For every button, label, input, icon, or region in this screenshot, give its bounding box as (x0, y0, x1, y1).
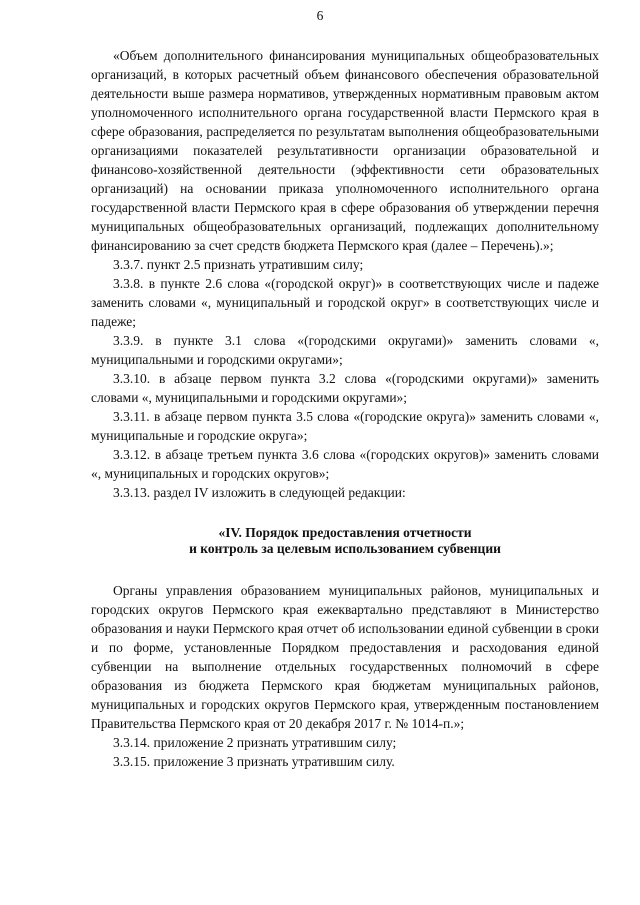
paragraph-3-3-7: 3.3.7. пункт 2.5 признать утратившим силу; (113, 257, 364, 272)
paragraph-3-3-15: 3.3.15. приложение 3 признать утратившим силу. (113, 754, 395, 769)
page-number: 6 (316, 8, 324, 23)
paragraph-3-3-14: 3.3.14. приложение 2 признать утратившим силу; (113, 735, 397, 750)
paragraph-3-3-10: 3.3.10. в абзаце первом пункта 3.2 слова «(городскими округами)» заменить словами «, муниципальными и городскими округами»; (91, 371, 599, 405)
paragraph-3-3-13: 3.3.13. раздел IV изложить в следующей редакции: (113, 485, 406, 500)
paragraph-3-3-9: 3.3.9. в пункте 3.1 слова «(городскими округами)» заменить словами «, муниципальными и городскими округами»; (91, 333, 599, 367)
document-body (91, 46, 599, 771)
paragraph-reporting: Органы управления образованием муниципальных районов, муниципальных и городских округов Пермского края ежеквартально представляют в Министерство образования и науки Пермского края отчет об использовании единой субвенции в сроки и по форме, установленные Порядком предоставления и расходования единой субвенции на выполнение отдельных государственных полномочий в сфере образования из бюджета Пермского края бюджетам муниципальных районов, муниципальных и городских округов Пермского края, утвержденным постановлением Правительства Пермского края от 20 декабря 2017 г. № 1014-п.»; (91, 583, 599, 731)
section-heading-line-1: «IV. Порядок предоставления отчетности (218, 525, 472, 540)
paragraph-3-3-12: 3.3.12. в абзаце третьем пункта 3.6 слова «(городских округов)» заменить словами «, муниципальных и городских округов»; (91, 447, 599, 481)
section-heading (91, 525, 599, 557)
paragraph-3-3-11: 3.3.11. в абзаце первом пункта 3.5 слова «(городские округа)» заменить словами «, муниципальные и городские округа»; (91, 409, 599, 443)
paragraph-3-3-8: 3.3.8. в пункте 2.6 слова «(городской округ)» в соответствующих числе и падеже заменить словами «, муниципальный и городской округ» в соответствующих числе и падеже; (91, 276, 599, 329)
paragraph-funding-volume: «Объем дополнительного финансирования муниципальных общеобразовательных организаций, в которых расчетный объем финансового обеспечения образовательной деятельности выше размера нормативов, утвержденных нормативным правовым актом уполномоченного исполнительного органа государственной власти Пермского края в сфере образования, распределяется по результатам выполнения общеобразовательными организациями показателей результативности организации образовательной и финансово-хозяйственной деятельности (эффективности сети образовательных организаций) на основании приказа уполномоченного исполнительного органа государственной власти Пермского края в сфере образования об утверждении перечня муниципальных общеобразовательных организаций, подлежащих дополнительному финансированию за счет средств бюджета Пермского края (далее – Перечень).»; (91, 48, 599, 253)
section-heading-line-2: и контроль за целевым использованием субвенции (189, 541, 501, 556)
